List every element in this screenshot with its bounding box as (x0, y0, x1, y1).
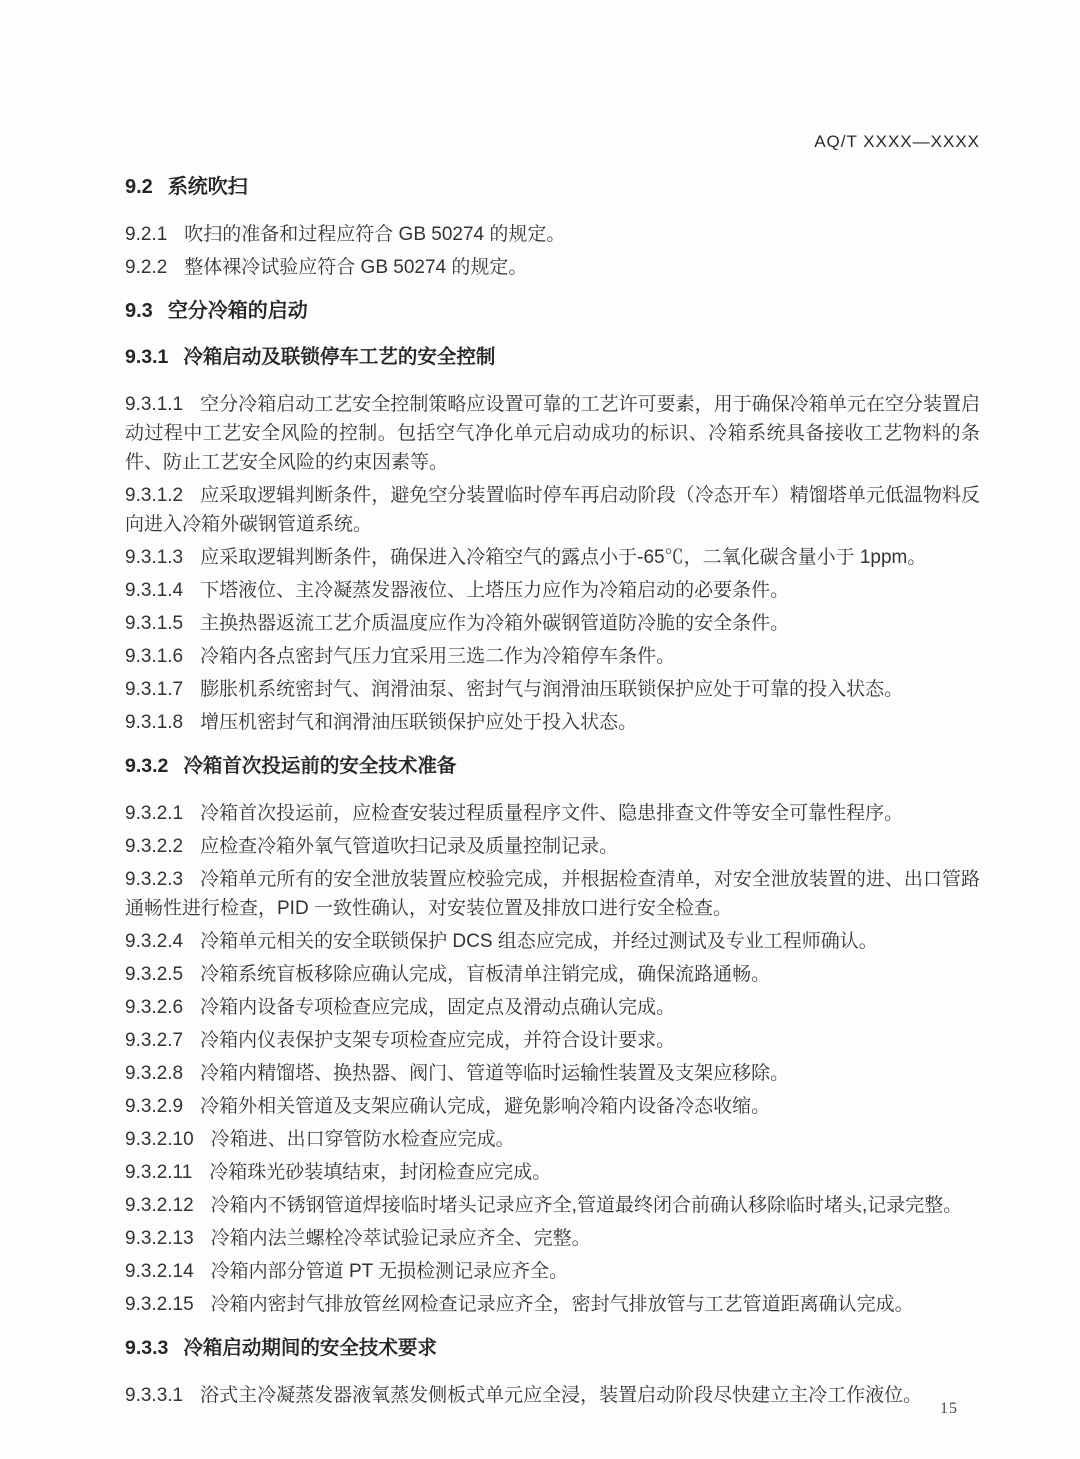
clause-number: 9.3.3.1 (125, 1385, 184, 1406)
clause-text: 整体裸冷试验应符合 GB 50274 的规定。 (184, 257, 528, 278)
section-heading (125, 753, 980, 779)
clause-text: 系统吹扫 (167, 176, 248, 198)
clause-text: 空分冷箱的启动 (167, 300, 308, 322)
clause-paragraph (125, 1026, 980, 1055)
clause-paragraph (125, 832, 980, 861)
clause-text: 冷箱系统盲板移除应确认完成，盲板清单注销完成，确保流路通畅。 (200, 964, 771, 985)
clause-text: 冷箱首次投运前的安全技术准备 (183, 755, 457, 777)
clause-number: 9.3.2.8 (125, 1063, 184, 1084)
clause-number: 9.3.2.4 (125, 931, 184, 952)
clause-number: 9.3 (125, 300, 153, 322)
clause-text: 空分冷箱启动工艺安全控制策略应设置可靠的工艺许可要素，用于确保冷箱单元在空分装置启动过程中工艺安全风险的控制。包括空气净化单元启动成功的标识、冷箱系统具备接收工艺物料的条件、防止工艺安全风险的约束因素等。 (125, 394, 980, 473)
clause-text: 冷箱内仪表保护支架专项检查应完成，并符合设计要求。 (200, 1030, 676, 1051)
clause-text: 浴式主冷凝蒸发器液氧蒸发侧板式单元应全浸，装置启动阶段尽快建立主冷工作液位。 (200, 1385, 923, 1406)
clause-paragraph (125, 1381, 980, 1410)
clause-text: 应检查冷箱外氧气管道吹扫记录及质量控制记录。 (200, 836, 619, 857)
clause-text: 主换热器返流工艺介质温度应作为冷箱外碳钢管道防冷脆的安全条件。 (200, 613, 790, 634)
clause-paragraph (125, 675, 980, 704)
clause-number: 9.3.1.2 (125, 485, 184, 506)
clause-number: 9.3.2.15 (125, 1294, 194, 1315)
clause-number: 9.3.2.6 (125, 997, 184, 1018)
clause-number: 9.3.2.14 (125, 1261, 194, 1282)
clause-number: 9.3.1.8 (125, 712, 184, 733)
section-heading (125, 298, 980, 324)
clause-paragraph (125, 543, 980, 572)
clause-paragraph (125, 993, 980, 1022)
clause-paragraph (125, 1290, 980, 1319)
clause-text: 冷箱单元所有的安全泄放装置应校验完成，并根据检查清单，对安全泄放装置的进、出口管路通畅性进行检查，PID 一致性确认，对安装位置及排放口进行安全检查。 (125, 869, 980, 919)
page-content (125, 130, 980, 1414)
clause-number: 9.3.2.12 (125, 1195, 194, 1216)
clause-number: 9.3.2.9 (125, 1096, 184, 1117)
clause-number: 9.2 (125, 176, 153, 198)
clause-paragraph (125, 1191, 980, 1220)
document-body (125, 174, 980, 1410)
clause-text: 应采取逻辑判断条件，确保进入冷箱空气的露点小于-65℃，二氧化碳含量小于 1ppm。 (200, 547, 927, 568)
clause-text: 冷箱进、出口穿管防水检查应完成。 (210, 1129, 515, 1150)
page-number: 15 (940, 1400, 958, 1417)
clause-number: 9.3.2.7 (125, 1030, 184, 1051)
clause-text: 增压机密封气和润滑油压联锁保护应处于投入状态。 (200, 712, 638, 733)
clause-text: 吹扫的准备和过程应符合 GB 50274 的规定。 (184, 224, 566, 245)
clause-text: 冷箱启动及联锁停车工艺的安全控制 (183, 346, 496, 368)
clause-paragraph (125, 1158, 980, 1187)
clause-text: 冷箱内精馏塔、换热器、阀门、管道等临时运输性装置及支架应移除。 (200, 1063, 790, 1084)
clause-text: 冷箱单元相关的安全联锁保护 DCS 组态应完成，并经过测试及专业工程师确认。 (200, 931, 878, 952)
clause-number: 9.3.2 (125, 755, 169, 777)
clause-number: 9.3.1.5 (125, 613, 184, 634)
clause-paragraph (125, 960, 980, 989)
clause-number: 9.3.2.2 (125, 836, 184, 857)
clause-text: 应采取逻辑判断条件，避免空分装置临时停车再启动阶段（冷态开车）精馏塔单元低温物料反向进入冷箱外碳钢管道系统。 (125, 485, 980, 535)
clause-paragraph (125, 253, 980, 282)
clause-paragraph (125, 1092, 980, 1121)
clause-paragraph (125, 1257, 980, 1286)
standard-number-header: AQ/T XXXX—XXXX (814, 132, 980, 151)
clause-paragraph (125, 220, 980, 249)
clause-paragraph (125, 799, 980, 828)
section-heading (125, 174, 980, 200)
clause-text: 下塔液位、主冷凝蒸发器液位、上塔压力应作为冷箱启动的必要条件。 (200, 580, 790, 601)
clause-number: 9.3.2.13 (125, 1228, 194, 1249)
clause-number: 9.3.1.6 (125, 646, 184, 667)
clause-text: 冷箱内不锈钢管道焊接临时堵头记录应齐全,管道最终闭合前确认移除临时堵头,记录完整。 (210, 1195, 963, 1216)
clause-paragraph (125, 390, 980, 477)
clause-paragraph (125, 609, 980, 638)
clause-paragraph (125, 576, 980, 605)
clause-paragraph (125, 927, 980, 956)
clause-paragraph (125, 708, 980, 737)
clause-text: 冷箱珠光砂装填结束，封闭检查应完成。 (209, 1162, 552, 1183)
clause-paragraph (125, 1125, 980, 1154)
clause-paragraph (125, 642, 980, 671)
clause-number: 9.3.2.1 (125, 803, 184, 824)
clause-paragraph (125, 865, 980, 923)
clause-text: 冷箱内密封气排放管丝网检查记录应齐全，密封气排放管与工艺管道距离确认完成。 (210, 1294, 914, 1315)
clause-text: 冷箱内部分管道 PT 无损检测记录应齐全。 (210, 1261, 569, 1282)
clause-text: 冷箱内法兰螺栓冷萃试验记录应齐全、完整。 (210, 1228, 591, 1249)
clause-number: 9.3.2.11 (125, 1162, 193, 1183)
section-heading (125, 1335, 980, 1361)
clause-number: 9.3.1.4 (125, 580, 184, 601)
clause-text: 冷箱外相关管道及支架应确认完成，避免影响冷箱内设备冷态收缩。 (200, 1096, 771, 1117)
clause-number: 9.3.1.3 (125, 547, 184, 568)
clause-text: 冷箱内各点密封气压力宜采用三选二作为冷箱停车条件。 (200, 646, 676, 667)
clause-text: 冷箱首次投运前，应检查安装过程质量程序文件、隐患排查文件等安全可靠性程序。 (200, 803, 904, 824)
clause-paragraph (125, 481, 980, 539)
clause-text: 冷箱内设备专项检查应完成，固定点及滑动点确认完成。 (200, 997, 676, 1018)
section-heading (125, 344, 980, 370)
clause-number: 9.3.1.7 (125, 679, 184, 700)
clause-number: 9.3.2.3 (125, 869, 184, 890)
clause-number: 9.3.1.1 (125, 394, 184, 415)
clause-number: 9.3.3 (125, 1337, 169, 1359)
clause-number: 9.3.1 (125, 346, 169, 368)
clause-paragraph (125, 1059, 980, 1088)
clause-paragraph (125, 1224, 980, 1253)
clause-number: 9.3.2.10 (125, 1129, 194, 1150)
clause-number: 9.2.1 (125, 224, 168, 245)
clause-number: 9.2.2 (125, 257, 168, 278)
clause-text: 冷箱启动期间的安全技术要求 (183, 1337, 437, 1359)
clause-number: 9.3.2.5 (125, 964, 184, 985)
clause-text: 膨胀机系统密封气、润滑油泵、密封气与润滑油压联锁保护应处于可靠的投入状态。 (200, 679, 904, 700)
